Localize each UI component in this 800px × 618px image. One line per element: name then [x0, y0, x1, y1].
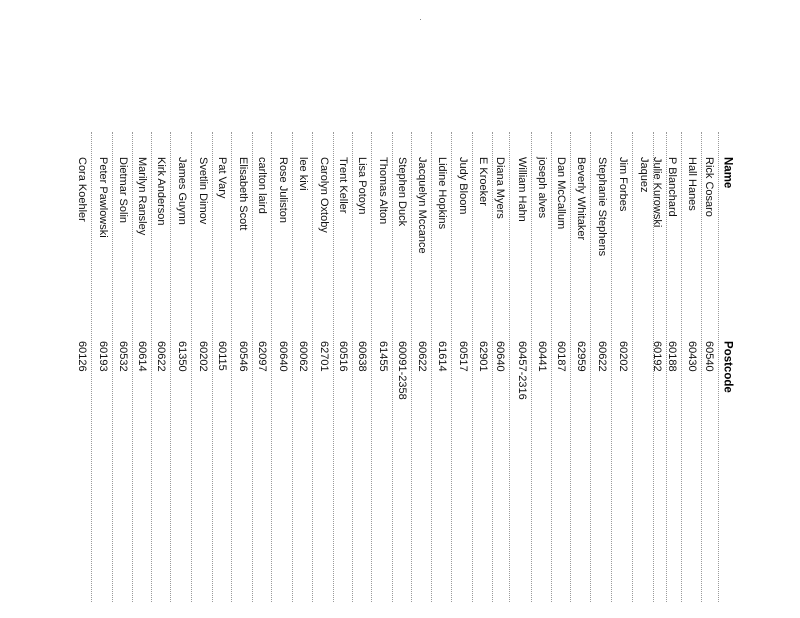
- row-name-cell: Elisabeth Scott: [237, 157, 249, 231]
- row-postcode-cell: 60192: [651, 341, 663, 372]
- row-name-cell: Thomas Alton: [377, 157, 389, 225]
- row-name-cell: Lisa Potoyn: [356, 157, 368, 215]
- row-name-cell: Svetlin Dimov: [197, 157, 209, 225]
- row-name-cell: Trent Keller: [337, 157, 349, 214]
- row-name-cell: Judy Bloom: [457, 157, 469, 215]
- row-separator: [632, 132, 633, 602]
- row-postcode-cell: 60457-2316: [516, 341, 528, 400]
- row-separator: [170, 132, 171, 602]
- row-separator: [312, 132, 313, 602]
- scan-speck: [420, 19, 421, 20]
- row-separator: [252, 132, 253, 602]
- row-separator: [392, 132, 393, 602]
- row-postcode-cell: 60546: [237, 341, 249, 372]
- row-name-cell: Rick Cosaro: [703, 157, 715, 217]
- row-postcode-cell: 61614: [436, 341, 448, 372]
- row-postcode-cell: 60193: [97, 341, 109, 372]
- row-postcode-cell: 60062: [297, 341, 309, 372]
- row-separator: [666, 132, 667, 602]
- row-postcode-cell: 60640: [494, 341, 506, 372]
- row-postcode-cell: 60202: [197, 341, 209, 372]
- row-name-cell: Carolyn Oxtoby: [318, 157, 330, 233]
- row-separator: [292, 132, 293, 602]
- header-separator: [718, 132, 719, 602]
- row-postcode-cell: 62959: [575, 341, 587, 372]
- row-name-cell: Stephen Duck: [396, 157, 408, 227]
- row-separator: [271, 132, 272, 602]
- row-separator: [151, 132, 152, 602]
- row-postcode-cell: 60622: [596, 341, 608, 372]
- row-separator: [112, 132, 113, 602]
- row-separator: [352, 132, 353, 602]
- row-postcode-cell: 60638: [356, 341, 368, 372]
- row-name-cell: James Guynn: [176, 157, 188, 225]
- row-name-cell: Stephanie Stephens: [596, 157, 608, 257]
- row-name-cell: Marilyn Ransley: [136, 157, 148, 236]
- name-column-header: Name: [721, 157, 734, 189]
- row-separator: [590, 132, 591, 602]
- row-postcode-cell: 62901: [477, 341, 489, 372]
- row-name-cell: Diana Myers: [494, 157, 506, 219]
- row-separator: [132, 132, 133, 602]
- row-name-cell: Jaquez: [638, 157, 650, 193]
- row-separator: [371, 132, 372, 602]
- row-separator: [509, 132, 510, 602]
- row-separator: [333, 132, 334, 602]
- row-name-cell: Jacquelyn Mccance: [416, 157, 428, 254]
- row-postcode-cell: 60516: [337, 341, 349, 372]
- row-postcode-cell: 62097: [256, 341, 268, 372]
- row-postcode-cell: 60126: [76, 341, 88, 372]
- row-postcode-cell: 61350: [176, 341, 188, 372]
- row-postcode-cell: 60188: [666, 341, 678, 372]
- row-name-cell: lee kivi: [297, 157, 309, 191]
- row-name-cell: Pat Vary: [216, 157, 228, 199]
- row-postcode-cell: 60187: [555, 341, 567, 372]
- row-postcode-cell: 62701: [318, 341, 330, 372]
- row-name-cell: carlton laird: [256, 157, 268, 214]
- row-name-cell: Jim Forbes: [617, 157, 629, 212]
- row-name-cell: joseph alves: [536, 157, 548, 219]
- row-name-cell: E Kroeker: [477, 157, 489, 206]
- row-separator: [91, 132, 92, 602]
- row-postcode-cell: 60202: [617, 341, 629, 372]
- row-name-cell: Dietmar Solin: [117, 157, 129, 224]
- row-name-cell: P Blanchard: [666, 157, 678, 217]
- row-separator: [431, 132, 432, 602]
- row-separator: [701, 132, 702, 602]
- row-separator: [191, 132, 192, 602]
- row-postcode-cell: 60430: [686, 341, 698, 372]
- row-postcode-cell: 61455: [377, 341, 389, 372]
- row-postcode-cell: 60091-2358: [396, 341, 408, 400]
- row-name-cell: Lidine Hopkins: [436, 157, 448, 230]
- row-name-cell: Kirk Anderson: [155, 157, 167, 226]
- row-name-cell: William Hahn: [516, 157, 528, 222]
- row-postcode-cell: 60614: [136, 341, 148, 372]
- row-name-cell: Dan McCallum: [555, 157, 567, 230]
- row-name-cell: Julie Kurowski: [651, 157, 663, 228]
- row-name-cell: Cora Koehler: [76, 157, 88, 222]
- row-postcode-cell: 60532: [117, 341, 129, 372]
- row-postcode-cell: 60640: [277, 341, 289, 372]
- row-separator: [492, 132, 493, 602]
- row-separator: [551, 132, 552, 602]
- row-separator: [212, 132, 213, 602]
- row-postcode-cell: 60115: [216, 341, 228, 371]
- row-postcode-cell: 60622: [416, 341, 428, 372]
- row-separator: [681, 132, 682, 602]
- row-name-cell: Rose Juliston: [277, 157, 289, 224]
- row-separator: [411, 132, 412, 602]
- row-postcode-cell: 60441: [536, 341, 548, 372]
- row-postcode-cell: 60517: [457, 341, 469, 372]
- row-separator: [231, 132, 232, 602]
- row-name-cell: Peter Pawlowski: [97, 157, 109, 238]
- row-separator: [611, 132, 612, 602]
- row-name-cell: Beverly Whitaker: [575, 157, 587, 241]
- row-separator: [531, 132, 532, 602]
- postcode-column-header: Postcode: [721, 341, 734, 393]
- row-separator: [472, 132, 473, 602]
- row-name-cell: Hall Hanes: [686, 157, 698, 211]
- row-separator: [570, 132, 571, 602]
- row-postcode-cell: 60540: [703, 341, 715, 372]
- row-separator: [653, 132, 654, 602]
- row-separator: [451, 132, 452, 602]
- row-postcode-cell: 60622: [155, 341, 167, 372]
